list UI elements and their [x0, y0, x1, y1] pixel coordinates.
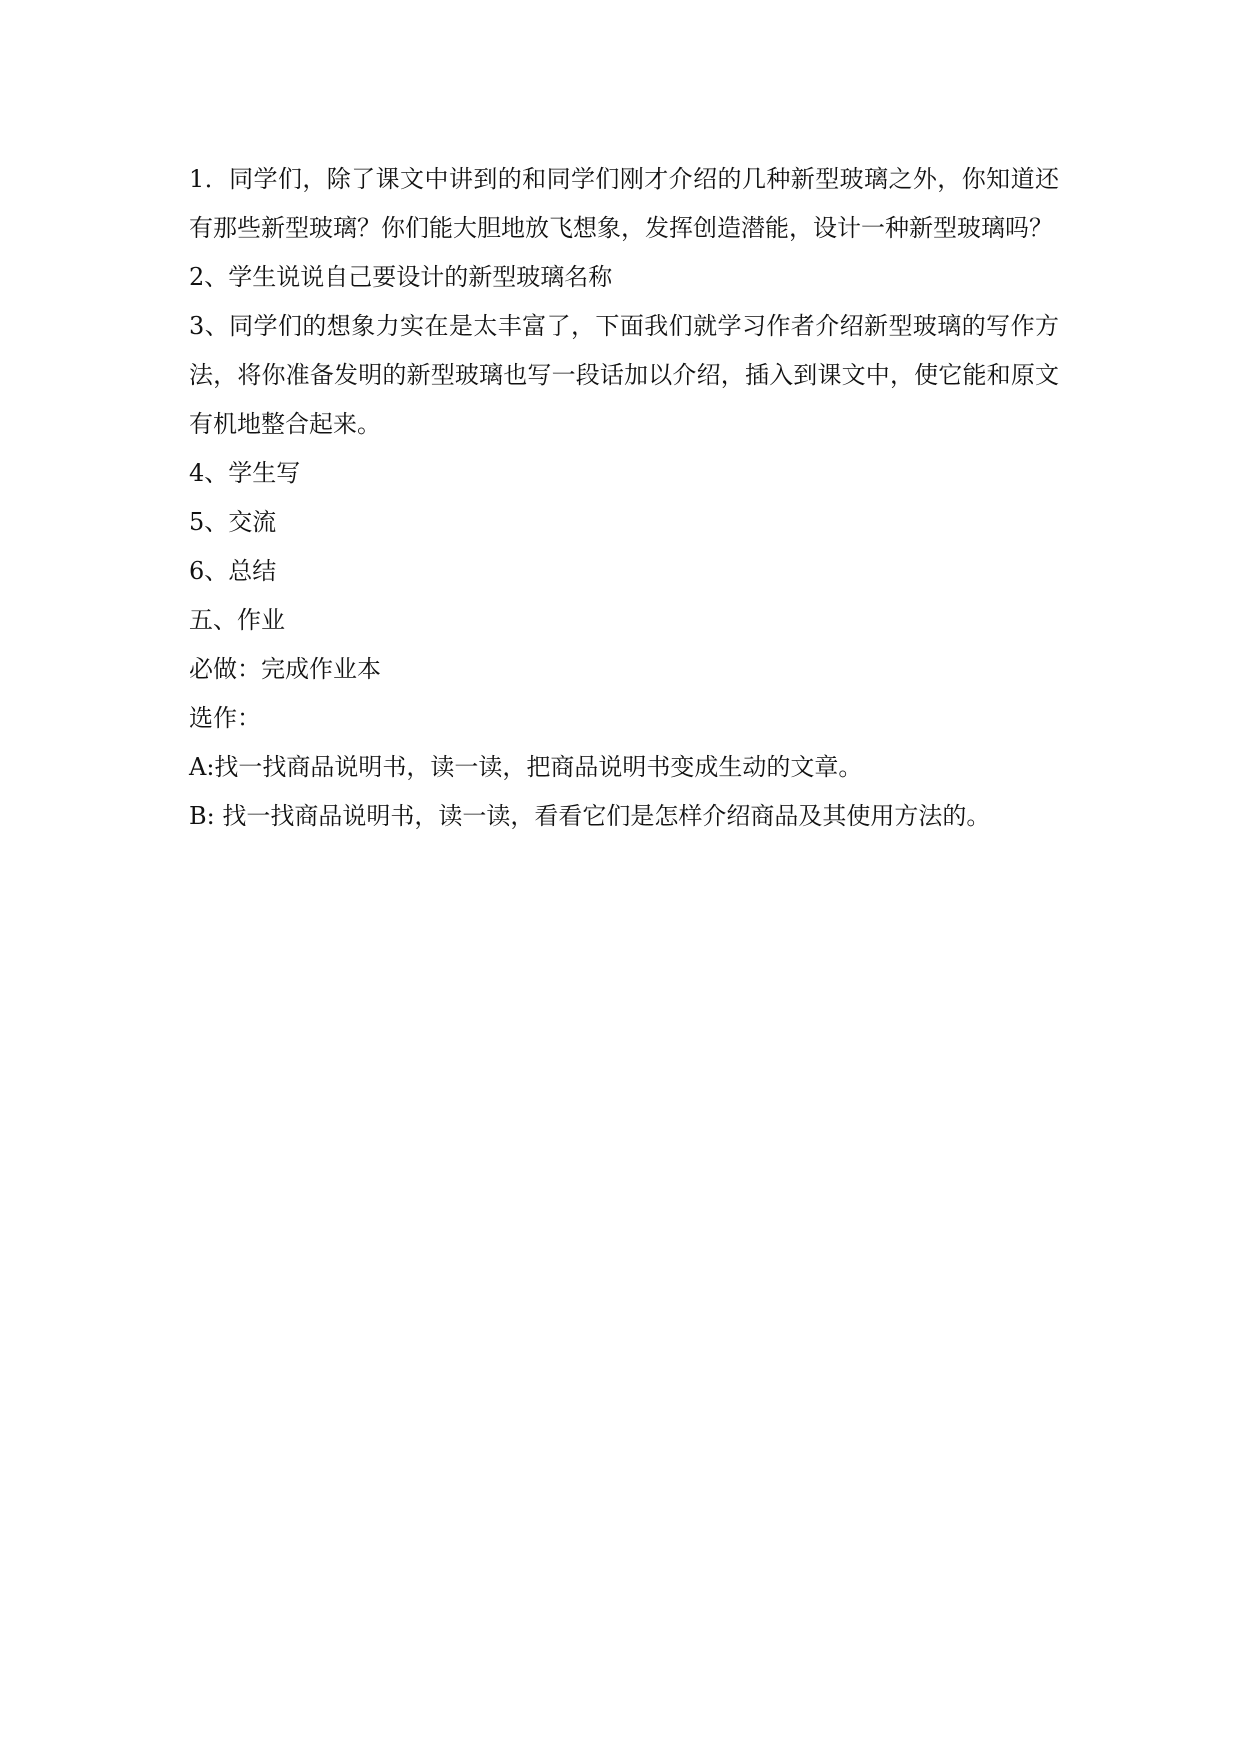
paragraph-activity-1: 1．同学们，除了课文中讲到的和同学们刚才介绍的几种新型玻璃之外，你知道还有那些新型玻璃？你们能大胆地放飞想象，发挥创造潜能，设计一种新型玻璃吗？ — [189, 165, 1059, 242]
paragraph-activity-3: 3、同学们的想象力实在是太丰富了，下面我们就学习作者介绍新型玻璃的写作方法，将你准备发明的新型玻璃也写一段话加以介绍，插入到课文中，使它能和原文有机地整合起来。 — [189, 312, 1059, 438]
paragraph-activity-5: 5、交流 — [189, 508, 277, 536]
section-heading-homework: 五、作业 — [189, 606, 285, 634]
paragraph-required-homework: 必做：完成作业本 — [189, 655, 381, 683]
paragraph-activity-6: 6、总结 — [189, 557, 277, 585]
document-body — [189, 155, 1059, 841]
paragraph-activity-2: 2、学生说说自己要设计的新型玻璃名称 — [189, 263, 613, 291]
paragraph-option-b: B: 找一找商品说明书，读一读，看看它们是怎样介绍商品及其使用方法的。 — [189, 802, 991, 830]
paragraph-activity-4: 4、学生写 — [189, 459, 301, 487]
paragraph-optional-homework: 选作： — [189, 704, 261, 732]
paragraph-option-a: A:找一找商品说明书，读一读，把商品说明书变成生动的文章。 — [189, 753, 863, 781]
